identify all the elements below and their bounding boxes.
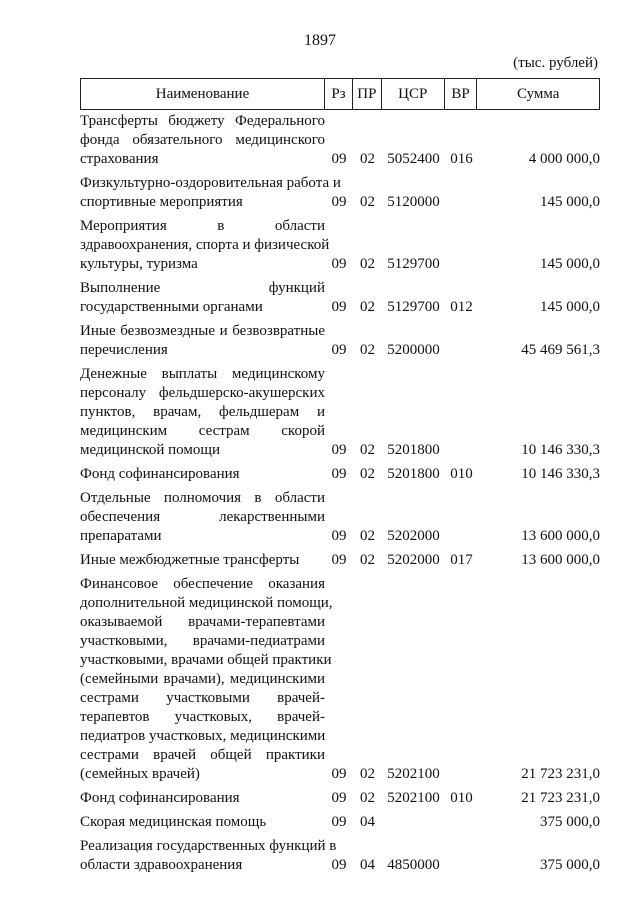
cell-vr: 017	[450, 552, 473, 568]
cell-csr: 5202100	[387, 766, 440, 782]
cell-rz: 09	[331, 857, 347, 873]
row-name-line: Физкультурно-оздоровительная работа и	[80, 175, 341, 191]
table-row	[80, 365, 600, 460]
table-row	[80, 551, 600, 570]
cell-vr: 012	[450, 299, 473, 315]
row-name	[80, 813, 325, 832]
row-name-line: медицинской помощи	[80, 442, 220, 458]
cell-sum: 45 469 561,3	[521, 342, 600, 358]
header-pr: ПР	[353, 79, 382, 109]
cell-sum: 145 000,0	[540, 299, 600, 315]
row-name-line: области здравоохранения	[80, 857, 243, 873]
cell-rz: 09	[331, 442, 347, 458]
row-name-line: культуры, туризма	[80, 256, 198, 272]
row-name	[80, 489, 325, 546]
cell-sum: 375 000,0	[540, 857, 600, 873]
row-name-line: Фонд софинансирования	[80, 790, 240, 806]
cell-rz: 09	[331, 151, 347, 167]
row-name-line: препаратами	[80, 528, 162, 544]
table-row	[80, 789, 600, 808]
row-name-line: Денежные выплаты медицинскому	[80, 366, 325, 382]
row-name	[80, 365, 325, 460]
page-number: 1897	[304, 32, 336, 49]
row-name-line: фонда обязательного медицинского	[80, 132, 325, 148]
header-csr: ЦСР	[382, 79, 445, 109]
table-row	[80, 217, 600, 274]
row-name-line: спортивные мероприятия	[80, 194, 243, 210]
cell-sum: 13 600 000,0	[521, 528, 600, 544]
cell-sum: 145 000,0	[540, 256, 600, 272]
row-name-line: Трансферты бюджету Федерального	[80, 113, 325, 129]
cell-csr: 5129700	[387, 299, 440, 315]
row-name-line: Иные межбюджетные трансферты	[80, 552, 300, 568]
cell-sum: 145 000,0	[540, 194, 600, 210]
row-name-line: терапевтов участковых, врачей-	[80, 709, 325, 725]
cell-csr: 5202000	[387, 552, 440, 568]
cell-rz: 09	[331, 766, 347, 782]
cell-csr: 5201800	[387, 466, 440, 482]
row-name-line: государственными органами	[80, 299, 263, 315]
row-name-line: медицинским сестрам скорой	[80, 423, 325, 439]
units-label: (тыс. рублей)	[513, 55, 598, 71]
table-row	[80, 489, 600, 546]
row-name-line: (семейными врачами), медицинскими	[80, 671, 325, 687]
cell-csr: 5200000	[387, 342, 440, 358]
row-name	[80, 112, 325, 169]
cell-csr: 5201800	[387, 442, 440, 458]
cell-sum: 13 600 000,0	[521, 552, 600, 568]
cell-csr: 4850000	[387, 857, 440, 873]
cell-pr: 02	[360, 442, 375, 458]
row-name-line: участковыми, врачами общей практики	[80, 652, 332, 668]
cell-sum: 10 146 330,3	[521, 442, 600, 458]
cell-sum: 21 723 231,0	[521, 766, 600, 782]
cell-pr: 02	[360, 299, 375, 315]
cell-sum: 375 000,0	[540, 814, 600, 830]
row-name-line: Отдельные полномочия в области	[80, 490, 325, 506]
header-name: Наименование	[81, 79, 325, 109]
row-name	[80, 465, 325, 484]
row-name-line: Мероприятия в области	[80, 218, 325, 234]
row-name-line: Скорая медицинская помощь	[80, 814, 267, 830]
row-name	[80, 322, 325, 360]
cell-sum: 10 146 330,3	[521, 466, 600, 482]
cell-pr: 04	[360, 857, 375, 873]
row-name	[80, 789, 325, 808]
cell-csr: 5129700	[387, 256, 440, 272]
row-name-line: педиатров участковых, медицинскими	[80, 728, 326, 744]
row-name-line: Реализация государственных функций в	[80, 838, 337, 854]
cell-csr: 5052400	[387, 151, 440, 167]
cell-pr: 02	[360, 528, 375, 544]
table-row	[80, 575, 600, 784]
cell-vr: 016	[450, 151, 473, 167]
row-name	[80, 217, 330, 274]
table-row	[80, 174, 600, 212]
cell-csr: 5120000	[387, 194, 440, 210]
cell-rz: 09	[331, 814, 347, 830]
cell-rz: 09	[331, 256, 347, 272]
table-row	[80, 279, 600, 317]
header-sum: Сумма	[516, 85, 560, 102]
cell-pr: 02	[360, 766, 375, 782]
table-row	[80, 813, 600, 832]
row-name	[80, 551, 325, 570]
table-body	[80, 112, 600, 880]
row-name-line: (семейных врачей)	[80, 766, 200, 782]
row-name-line: здравоохранения, спорта и физической	[80, 237, 330, 253]
cell-pr: 02	[360, 342, 375, 358]
row-name-line: оказываемой врачами-терапевтами	[80, 614, 325, 630]
row-name-line: пунктов, врачам, фельдшерам и	[80, 404, 325, 420]
row-name	[80, 279, 325, 317]
cell-rz: 09	[331, 466, 347, 482]
table-header	[80, 78, 600, 110]
cell-rz: 09	[331, 790, 347, 806]
row-name-line: дополнительной медицинской помощи,	[80, 595, 333, 611]
cell-csr: 5202000	[387, 528, 440, 544]
cell-rz: 09	[331, 299, 347, 315]
cell-pr: 02	[360, 552, 375, 568]
row-name-line: сестрами участковыми врачей-	[80, 690, 325, 706]
cell-vr: 010	[450, 790, 473, 806]
cell-sum: 21 723 231,0	[521, 790, 600, 806]
cell-pr: 02	[360, 466, 375, 482]
row-name	[80, 837, 337, 875]
row-name-line: Иные безвозмездные и безвозвратные	[80, 323, 325, 339]
cell-pr: 04	[360, 814, 375, 830]
cell-vr: 010	[450, 466, 473, 482]
table-row	[80, 837, 600, 875]
cell-rz: 09	[331, 194, 347, 210]
row-name-line: Фонд софинансирования	[80, 466, 240, 482]
row-name-line: Финансовое обеспечение оказания	[80, 576, 325, 592]
row-name-line: Выполнение функций	[80, 280, 325, 296]
row-name-line: страхования	[80, 151, 159, 167]
table-row	[80, 465, 600, 484]
cell-pr: 02	[360, 194, 375, 210]
cell-pr: 02	[360, 151, 375, 167]
table-row	[80, 112, 600, 169]
cell-sum: 4 000 000,0	[528, 151, 600, 167]
header-rz: Рз	[325, 79, 353, 109]
row-name	[80, 575, 333, 784]
row-name-line: обеспечения лекарственными	[80, 509, 325, 525]
cell-rz: 09	[331, 552, 347, 568]
row-name-line: перечисления	[80, 342, 168, 358]
cell-rz: 09	[331, 528, 347, 544]
table-row	[80, 322, 600, 360]
cell-pr: 02	[360, 790, 375, 806]
cell-rz: 09	[331, 342, 347, 358]
row-name-line: персоналу фельдшерско-акушерских	[80, 385, 325, 401]
header-vr: ВР	[445, 79, 478, 109]
row-name-line: участковыми, врачами-педиатрами	[80, 633, 325, 649]
cell-pr: 02	[360, 256, 375, 272]
cell-csr: 5202100	[387, 790, 440, 806]
row-name-line: сестрами врачей общей практики	[80, 747, 325, 763]
